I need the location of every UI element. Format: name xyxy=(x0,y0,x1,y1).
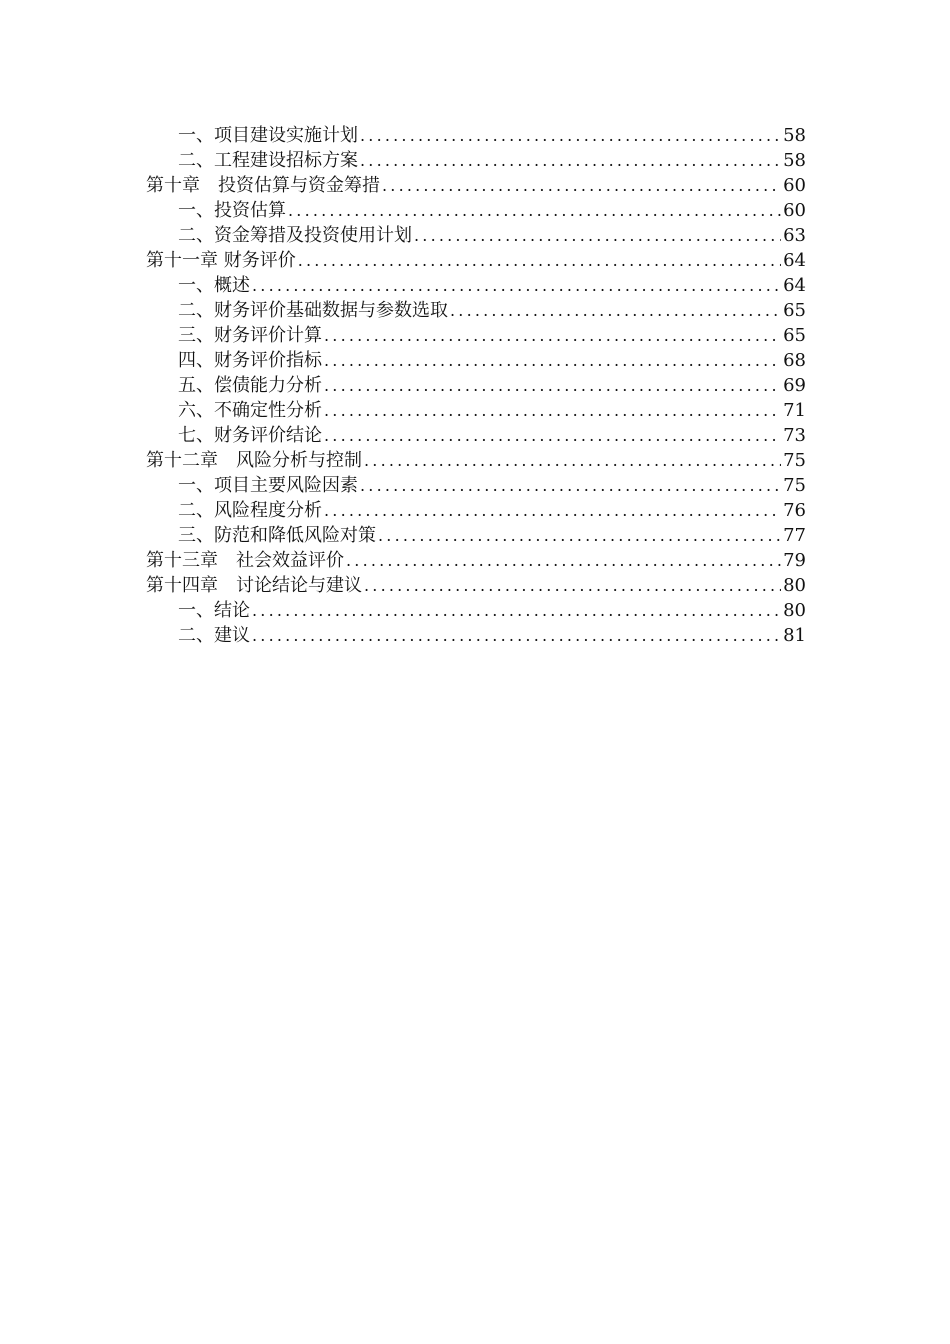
toc-entry-title: 六、不确定性分析 xyxy=(178,400,322,421)
toc-entry-page: 58 xyxy=(783,125,806,146)
toc-entry-title: 二、工程建设招标方案 xyxy=(178,150,358,171)
toc-entry-page: 76 xyxy=(783,500,806,521)
toc-dot-leader xyxy=(252,598,781,623)
toc-entry[interactable] xyxy=(146,198,806,223)
toc-entry-title: 三、财务评价计算 xyxy=(178,325,322,346)
toc-entry-page: 69 xyxy=(783,375,806,396)
toc-entry-page: 65 xyxy=(783,300,806,321)
toc-entry-page: 79 xyxy=(783,550,806,571)
toc-dot-leader xyxy=(298,248,781,273)
toc-dot-leader xyxy=(382,173,781,198)
toc-entry-title: 二、资金筹措及投资使用计划 xyxy=(178,225,412,246)
toc-entry[interactable] xyxy=(146,398,806,423)
toc-entry-title: 一、项目主要风险因素 xyxy=(178,475,358,496)
toc-dot-leader xyxy=(324,423,781,448)
toc-chapter-entry[interactable] xyxy=(146,548,806,573)
toc-entry-title: 一、项目建设实施计划 xyxy=(178,125,358,146)
toc-entry-page: 65 xyxy=(783,325,806,346)
toc-dot-leader xyxy=(324,348,781,373)
toc-chapter-entry[interactable] xyxy=(146,448,806,473)
toc-entry-title: 一、投资估算 xyxy=(178,200,286,221)
toc-entry-page: 63 xyxy=(783,225,806,246)
toc-entry-page: 71 xyxy=(783,400,806,421)
toc-dot-leader xyxy=(364,448,781,473)
toc-entry-page: 75 xyxy=(783,475,806,496)
toc-dot-leader xyxy=(346,548,781,573)
toc-entry[interactable] xyxy=(146,373,806,398)
toc-dot-leader xyxy=(252,273,781,298)
toc-entry-page: 80 xyxy=(783,575,806,596)
toc-entry[interactable] xyxy=(146,498,806,523)
toc-chapter-entry[interactable] xyxy=(146,248,806,273)
toc-entry[interactable] xyxy=(146,598,806,623)
toc-entry[interactable] xyxy=(146,123,806,148)
toc-dot-leader xyxy=(450,298,781,323)
toc-entry-title: 一、概述 xyxy=(178,275,250,296)
toc-entry-title: 第十四章 讨论结论与建议 xyxy=(146,575,362,596)
toc-entry-title: 一、结论 xyxy=(178,600,250,621)
toc-dot-leader xyxy=(360,473,781,498)
toc-entry-title: 二、风险程度分析 xyxy=(178,500,322,521)
table-of-contents xyxy=(146,123,806,648)
toc-entry-title: 七、财务评价结论 xyxy=(178,425,322,446)
toc-entry-page: 77 xyxy=(783,525,806,546)
toc-dot-leader xyxy=(252,623,781,648)
toc-entry-title: 第十二章 风险分析与控制 xyxy=(146,450,362,471)
toc-entry-page: 73 xyxy=(783,425,806,446)
toc-entry[interactable] xyxy=(146,473,806,498)
toc-dot-leader xyxy=(378,523,781,548)
toc-entry-page: 64 xyxy=(783,250,806,271)
toc-entry-page: 58 xyxy=(783,150,806,171)
toc-dot-leader xyxy=(414,223,781,248)
toc-entry-page: 81 xyxy=(783,625,806,646)
toc-entry-page: 60 xyxy=(783,200,806,221)
toc-dot-leader xyxy=(360,123,781,148)
toc-dot-leader xyxy=(364,573,781,598)
toc-dot-leader xyxy=(288,198,781,223)
toc-entry-page: 75 xyxy=(783,450,806,471)
toc-entry[interactable] xyxy=(146,348,806,373)
toc-entry-page: 80 xyxy=(783,600,806,621)
toc-chapter-entry[interactable] xyxy=(146,573,806,598)
toc-entry[interactable] xyxy=(146,323,806,348)
toc-entry[interactable] xyxy=(146,148,806,173)
toc-entry-page: 60 xyxy=(783,175,806,196)
toc-entry[interactable] xyxy=(146,298,806,323)
toc-chapter-entry[interactable] xyxy=(146,173,806,198)
toc-entry-title: 四、财务评价指标 xyxy=(178,350,322,371)
toc-entry-page: 68 xyxy=(783,350,806,371)
toc-dot-leader xyxy=(324,498,781,523)
toc-dot-leader xyxy=(324,323,781,348)
toc-entry-page: 64 xyxy=(783,275,806,296)
toc-entry-title: 三、防范和降低风险对策 xyxy=(178,525,376,546)
toc-entry[interactable] xyxy=(146,223,806,248)
toc-entry[interactable] xyxy=(146,523,806,548)
toc-entry[interactable] xyxy=(146,273,806,298)
toc-dot-leader xyxy=(360,148,781,173)
toc-entry-title: 第十章 投资估算与资金筹措 xyxy=(146,175,380,196)
toc-entry-title: 五、偿债能力分析 xyxy=(178,375,322,396)
toc-entry-title: 二、建议 xyxy=(178,625,250,646)
toc-entry[interactable] xyxy=(146,423,806,448)
toc-dot-leader xyxy=(324,398,781,423)
toc-dot-leader xyxy=(324,373,781,398)
toc-entry-title: 二、财务评价基础数据与参数选取 xyxy=(178,300,448,321)
toc-entry-title: 第十三章 社会效益评价 xyxy=(146,550,344,571)
toc-entry-title: 第十一章 财务评价 xyxy=(146,250,296,271)
toc-entry[interactable] xyxy=(146,623,806,648)
